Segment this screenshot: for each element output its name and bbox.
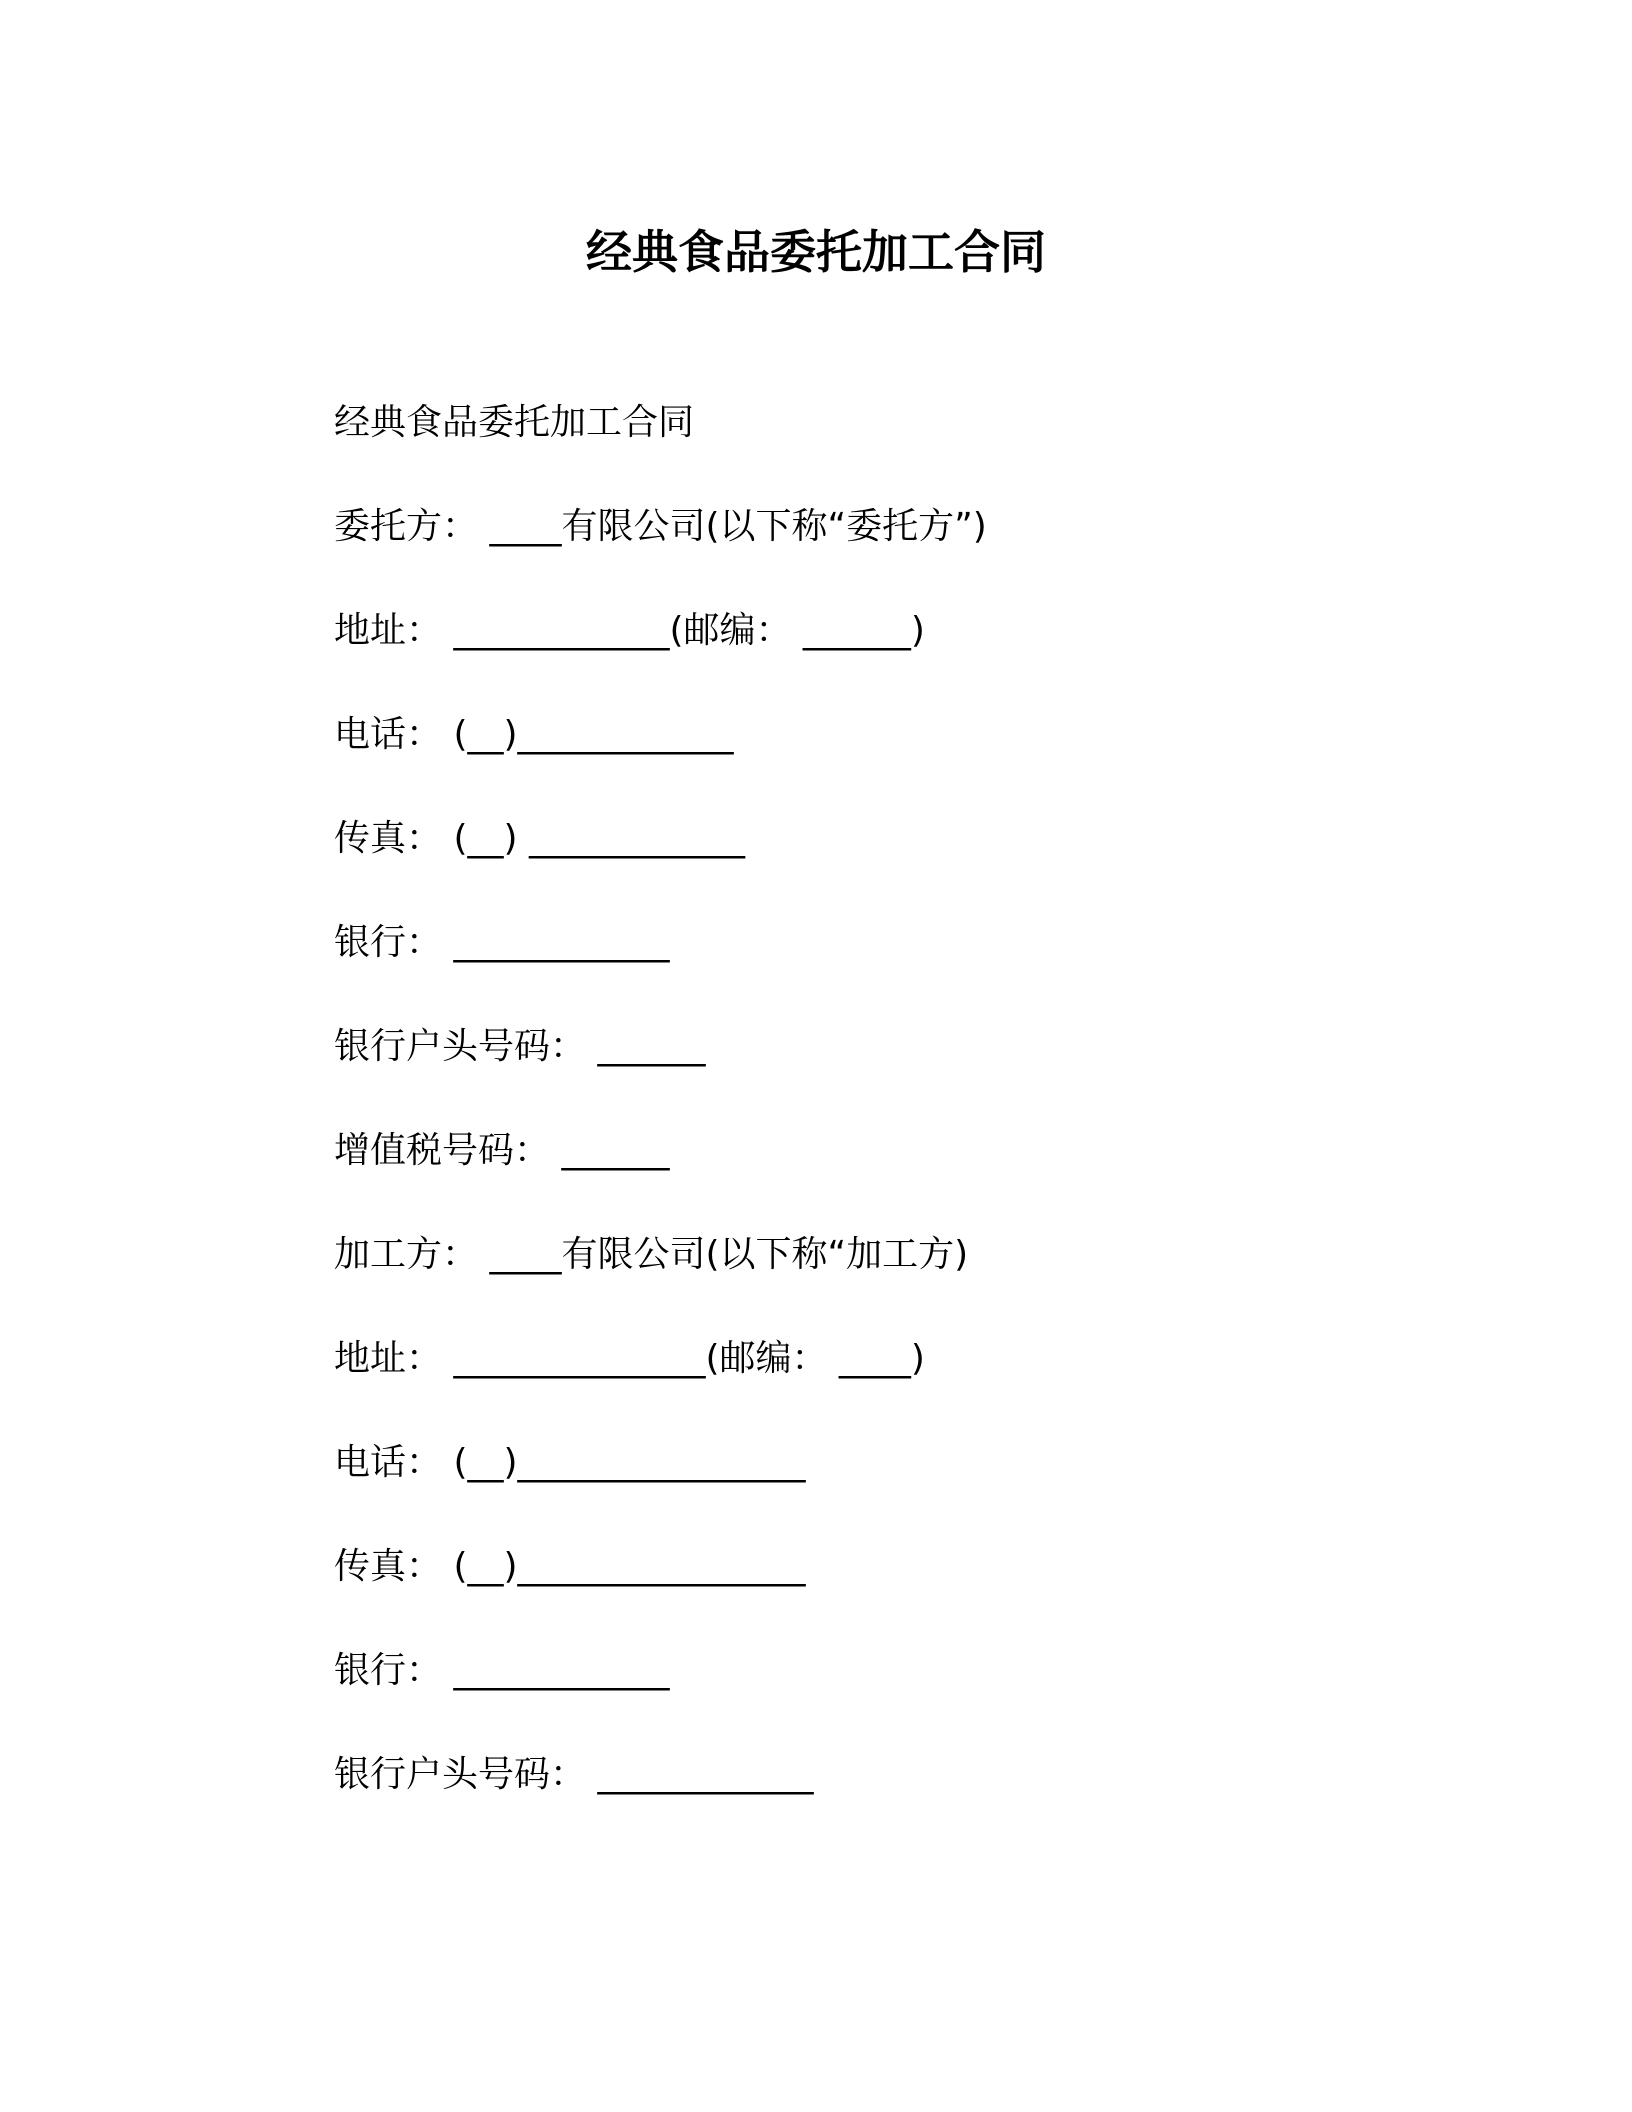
processor-address-line: 地址： ______________(邮编： ____) [334, 1338, 925, 1379]
client-party-line: 委托方： ____有限公司(以下称“委托方”) [334, 506, 987, 547]
subtitle-line: 经典食品委托加工合同 [334, 402, 695, 443]
processor-phone-line: 电话： (__)________________ [334, 1442, 806, 1483]
processor-bank-line: 银行： ____________ [334, 1650, 670, 1691]
client-fax-line: 传真： (__) ____________ [334, 818, 745, 859]
processor-party-line: 加工方： ____有限公司(以下称“加工方) [334, 1234, 969, 1275]
client-bank-account-line: 银行户头号码： ______ [334, 1026, 706, 1067]
client-bank-line: 银行： ____________ [334, 922, 670, 963]
client-address-line: 地址： ____________(邮编： ______) [334, 610, 925, 651]
document-body [334, 398, 1434, 1854]
processor-fax-line: 传真： (__)________________ [334, 1546, 806, 1587]
document-title: 经典食品委托加工合同 [586, 225, 1046, 279]
client-vat-number-line: 增值税号码： ______ [334, 1130, 670, 1171]
client-phone-line: 电话： (__)____________ [334, 714, 734, 755]
processor-bank-account-line: 银行户头号码： ____________ [334, 1754, 814, 1795]
